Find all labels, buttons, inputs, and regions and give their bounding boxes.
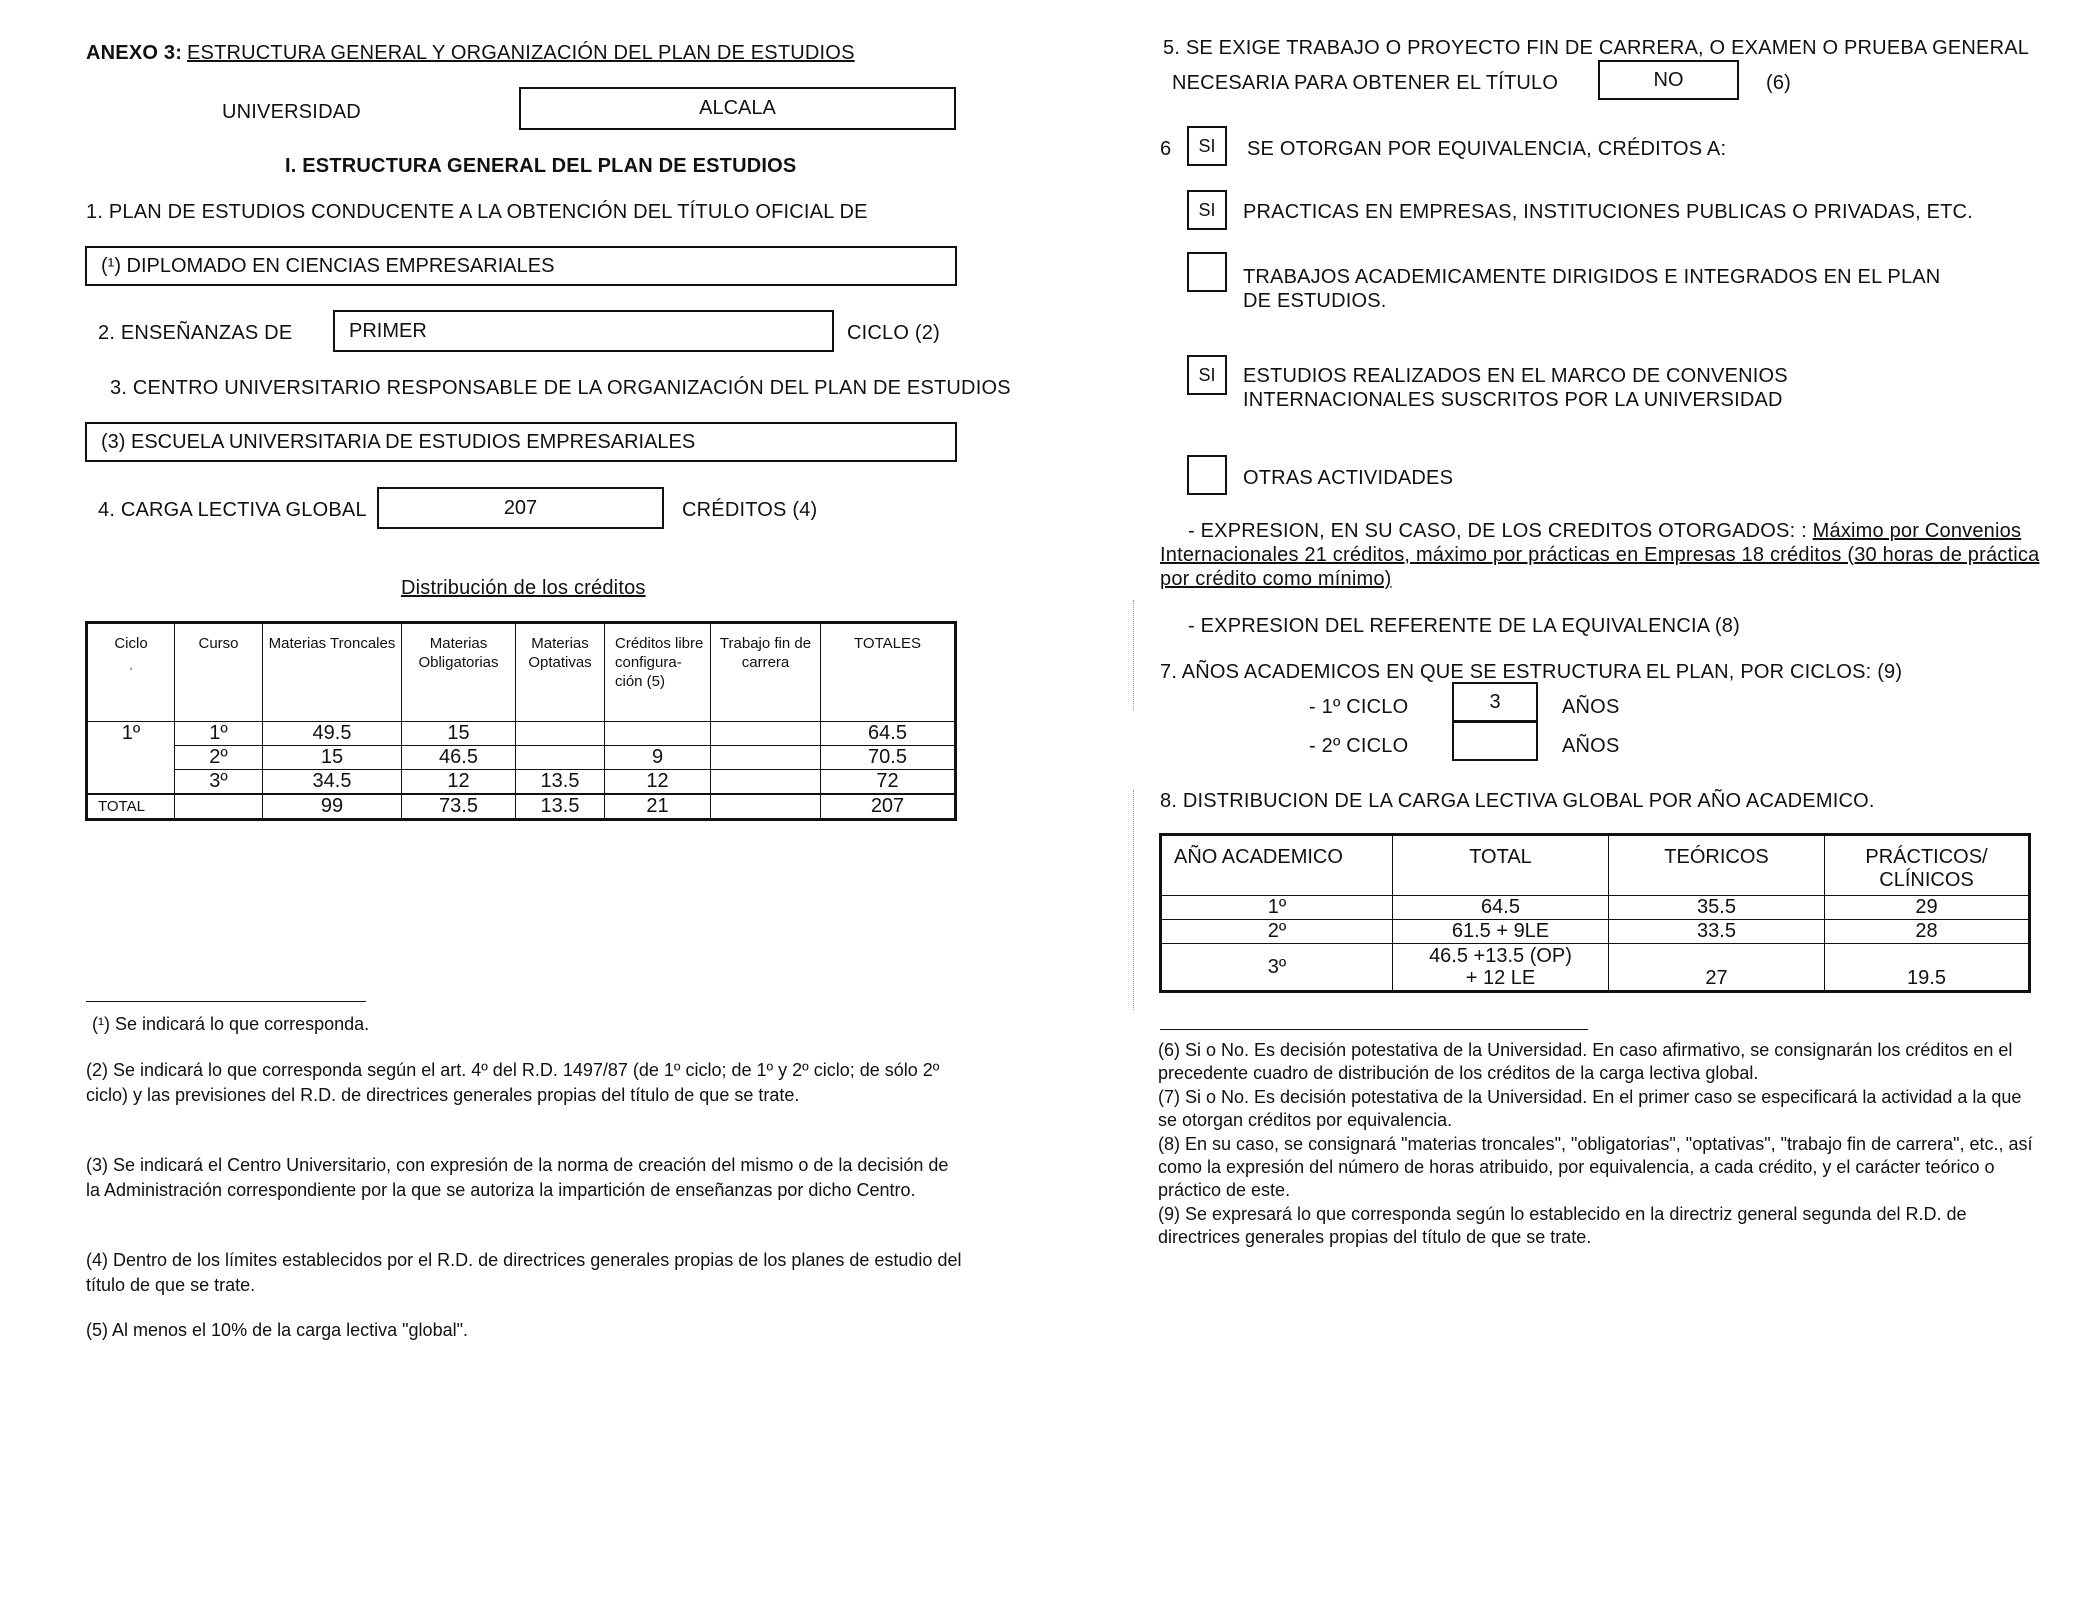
libre-cell [605,722,711,746]
credits-distribution-table [85,621,957,821]
teaching-cycle-field: PRIMER [333,310,834,352]
header-trabajo-fin: Trabajo fin de carrera [711,623,821,722]
troncales-cell: 49.5 [263,722,402,746]
trabajo-cell [711,746,821,770]
curso-cell [175,794,263,820]
university-field: ALCALA [519,87,956,130]
header-troncales: Materias Troncales [263,623,402,722]
footnote-8: (8) En su caso, se consignará "materias troncales", "obligatorias", "optativas", "trabajo fin de carrera", etc., así como la expresión del número de horas atribuido, por equivalencia, a cada crédito, y el carácter teórico o práctico de este. [1158,1134,2033,1200]
practicos-cell: 19.5 [1825,944,2030,992]
header-ciclo [87,623,175,722]
teoricos-cell: 35.5 [1609,896,1825,920]
trabajo-cell [711,794,821,820]
item-7-label: 7. AÑOS ACADEMICOS EN QUE SE ESTRUCTURA EL PLAN, POR CICLOS: (9) [1160,661,1903,683]
option-text-convenios: ESTUDIOS REALIZADOS EN EL MARCO DE CONVENIOS INTERNACIONALES SUSCRITOS POR LA UNIVERSIDAD [1243,365,1788,411]
option-checkbox-otras [1187,455,1227,495]
section-title: I. ESTRUCTURA GENERAL DEL PLAN DE ESTUDIOS [285,155,797,177]
practicos-cell: 29 [1825,896,2030,920]
table-header-row [87,623,956,722]
header-practicos: PRÁCTICOS/ CLÍNICOS [1825,835,2030,896]
optativas-cell: 13.5 [516,770,605,795]
responsible-centre-field: (3) ESCUELA UNIVERSITARIA DE ESTUDIOS EMPRESARIALES [85,422,957,462]
obligatorias-cell: 73.5 [402,794,516,820]
totales-cell: 70.5 [821,746,956,770]
item-5-line-2: NECESARIA PARA OBTENER EL TÍTULO [1172,72,1559,94]
item-6-checkbox: SI [1187,126,1227,166]
cycle-2-years-label: AÑOS [1562,735,1620,757]
libre-cell: 12 [605,770,711,795]
table-row [87,770,956,795]
option-checkbox-convenios: SI [1187,355,1227,395]
cycle-1-years-label: AÑOS [1562,696,1620,718]
teoricos-cell: 27 [1609,944,1825,992]
curso-cell: 1º [175,722,263,746]
global-load-field: 207 [377,487,664,529]
header-teoricos: TEÓRICOS [1609,835,1825,896]
degree-title-field: (¹) DIPLOMADO EN CIENCIAS EMPRESARIALES [85,246,957,286]
cycle-1-label: - 1º CICLO [1309,696,1409,718]
curso-cell: 2º [175,746,263,770]
total-cell: 61.5 + 9LE [1393,920,1609,944]
credits-expression-label: - EXPRESION, EN SU CASO, DE LOS CREDITOS OTORGADOS: : [1188,520,1807,542]
troncales-cell: 15 [263,746,402,770]
troncales-cell: 99 [263,794,402,820]
credits-expression [1160,519,2048,591]
footnote-3: (3) Se indicará el Centro Universitario, con expresión de la norma de creación del mismo o de la decisión de la Administración correspondiente por la que se autoriza la impartición de enseñanzas por dicho Centro. [86,1155,949,1200]
year-cell: 3º [1161,944,1393,992]
option-text-trabajos: TRABAJOS ACADEMICAMENTE DIRIGIDOS E INTEGRADOS EN EL PLAN DE ESTUDIOS. [1243,266,1941,312]
year-cell: 1º [1161,896,1393,920]
university-label: UNIVERSIDAD [222,101,361,123]
option-text-otras: OTRAS ACTIVIDADES [1243,467,1454,489]
obligatorias-cell: 15 [402,722,516,746]
totales-cell: 64.5 [821,722,956,746]
footnote-5: (5) Al menos el 10% de la carga lectiva "global". [86,1320,468,1340]
totales-cell: 207 [821,794,956,820]
year-cell: 2º [1161,920,1393,944]
scan-margin-mark [1133,790,1134,1010]
item-5-line-1: 5. SE EXIGE TRABAJO O PROYECTO FIN DE CARRERA, O EXAMEN O PRUEBA GENERAL [1163,37,2030,59]
footnote-4: (4) Dentro de los límites establecidos por el R.D. de directrices generales propias de los planes de estudio del título de que se trate. [86,1250,962,1295]
header-ciclo-mark: ˌ [128,654,134,671]
obligatorias-cell: 12 [402,770,516,795]
credits-expression-value: Máximo por Convenios Internacionales 21 créditos, máximo por prácticas en Empresas 18 créditos (30 horas de práctica por crédito como mínimo) [1160,520,2040,590]
footnote-2: (2) Se indicará lo que corresponda según el art. 4º del R.D. 1497/87 (de 1º ciclo; de 1º y 2º ciclo; de sólo 2º ciclo) y las previsiones del R.D. de directrices generales propias del título de que se trate. [86,1060,940,1105]
optativas-cell: 13.5 [516,794,605,820]
annex-title: ESTRUCTURA GENERAL Y ORGANIZACIÓN DEL PLAN DE ESTUDIOS [187,42,855,64]
obligatorias-cell: 46.5 [402,746,516,770]
table-row [87,722,956,746]
scan-margin-mark [1133,600,1134,710]
header-totales: TOTALES [821,623,956,722]
header-optativas: Materias Optativas [516,623,605,722]
item-1-label: 1. PLAN DE ESTUDIOS CONDUCENTE A LA OBTENCIÓN DEL TÍTULO OFICIAL DE [86,201,868,223]
item-6-text: SE OTORGAN POR EQUIVALENCIA, CRÉDITOS A: [1247,138,1727,160]
footnote-6: (6) Si o No. Es decisión potestativa de la Universidad. En caso afirmativo, se consignarán los créditos en el precedente cuadro de distribución de los créditos de la carga lectiva global. [1158,1040,2013,1083]
equivalence-referent: - EXPRESION DEL REFERENTE DE LA EQUIVALENCIA (8) [1188,615,1740,637]
teoricos-cell: 33.5 [1609,920,1825,944]
table-row [1161,944,2030,992]
table-row [1161,896,2030,920]
footnote-1: (¹) Se indicará lo que corresponda. [92,1014,370,1034]
trabajo-cell [711,770,821,795]
header-libre-configuracion: Créditos libre configura- ción (5) [605,623,711,722]
total-cell: 64.5 [1393,896,1609,920]
footnote-7: (7) Si o No. Es decisión potestativa de la Universidad. En el primer caso se especificará la actividad a la que se otorgan créditos por equivalencia. [1158,1087,2022,1130]
curso-cell: 3º [175,770,263,795]
cycle-1-years-field: 3 [1452,682,1538,722]
total-cell: 46.5 +13.5 (OP) + 12 LE [1393,944,1609,992]
footnote-separator [86,1001,366,1002]
totales-cell: 72 [821,770,956,795]
cycle-2-label: - 2º CICLO [1309,735,1409,757]
total-row [87,794,956,820]
final-project-field: NO [1598,60,1739,100]
distribution-title: Distribución de los créditos [401,577,646,599]
option-checkbox-practicas: SI [1187,190,1227,230]
ciclo-cell: 1º [87,722,175,795]
item-4-suffix: CRÉDITOS (4) [682,499,818,521]
option-text-practicas: PRACTICAS EN EMPRESAS, INSTITUCIONES PUBLICAS O PRIVADAS, ETC. [1243,201,1973,223]
optativas-cell [516,746,605,770]
header-curso: Curso [175,623,263,722]
header-obligatorias: Materias Obligatorias [402,623,516,722]
practicos-cell: 28 [1825,920,2030,944]
optativas-cell [516,722,605,746]
libre-cell: 9 [605,746,711,770]
libre-cell: 21 [605,794,711,820]
item-4-label: 4. CARGA LECTIVA GLOBAL [98,499,367,521]
academic-year-table [1159,833,2031,993]
table-row [1161,920,2030,944]
cycle-2-years-field [1452,721,1538,761]
header-ciclo-label: Ciclo [114,635,148,652]
item-3-label: 3. CENTRO UNIVERSITARIO RESPONSABLE DE LA ORGANIZACIÓN DEL PLAN DE ESTUDIOS [110,377,1011,399]
troncales-cell: 34.5 [263,770,402,795]
header-total: TOTAL [1393,835,1609,896]
total-label: TOTAL [87,794,175,820]
annex-label: ANEXO 3: [86,42,183,64]
item-2-suffix: CICLO (2) [847,322,940,344]
footnote-9: (9) Se expresará lo que corresponda según lo establecido en la directriz general segunda del R.D. de directrices generales propias del título de que se trate. [1158,1204,1967,1247]
item-2-label: 2. ENSEÑANZAS DE [98,322,293,344]
item-6-number: 6 [1160,138,1172,160]
table-header-row [1161,835,2030,896]
trabajo-cell [711,722,821,746]
option-checkbox-trabajos [1187,252,1227,292]
item-8-label: 8. DISTRIBUCION DE LA CARGA LECTIVA GLOBAL POR AÑO ACADEMICO. [1160,790,1875,812]
table-row [87,746,956,770]
footnote-separator [1160,1029,1588,1030]
header-academic-year: AÑO ACADEMICO [1161,835,1393,896]
item-5-suffix: (6) [1766,72,1792,94]
